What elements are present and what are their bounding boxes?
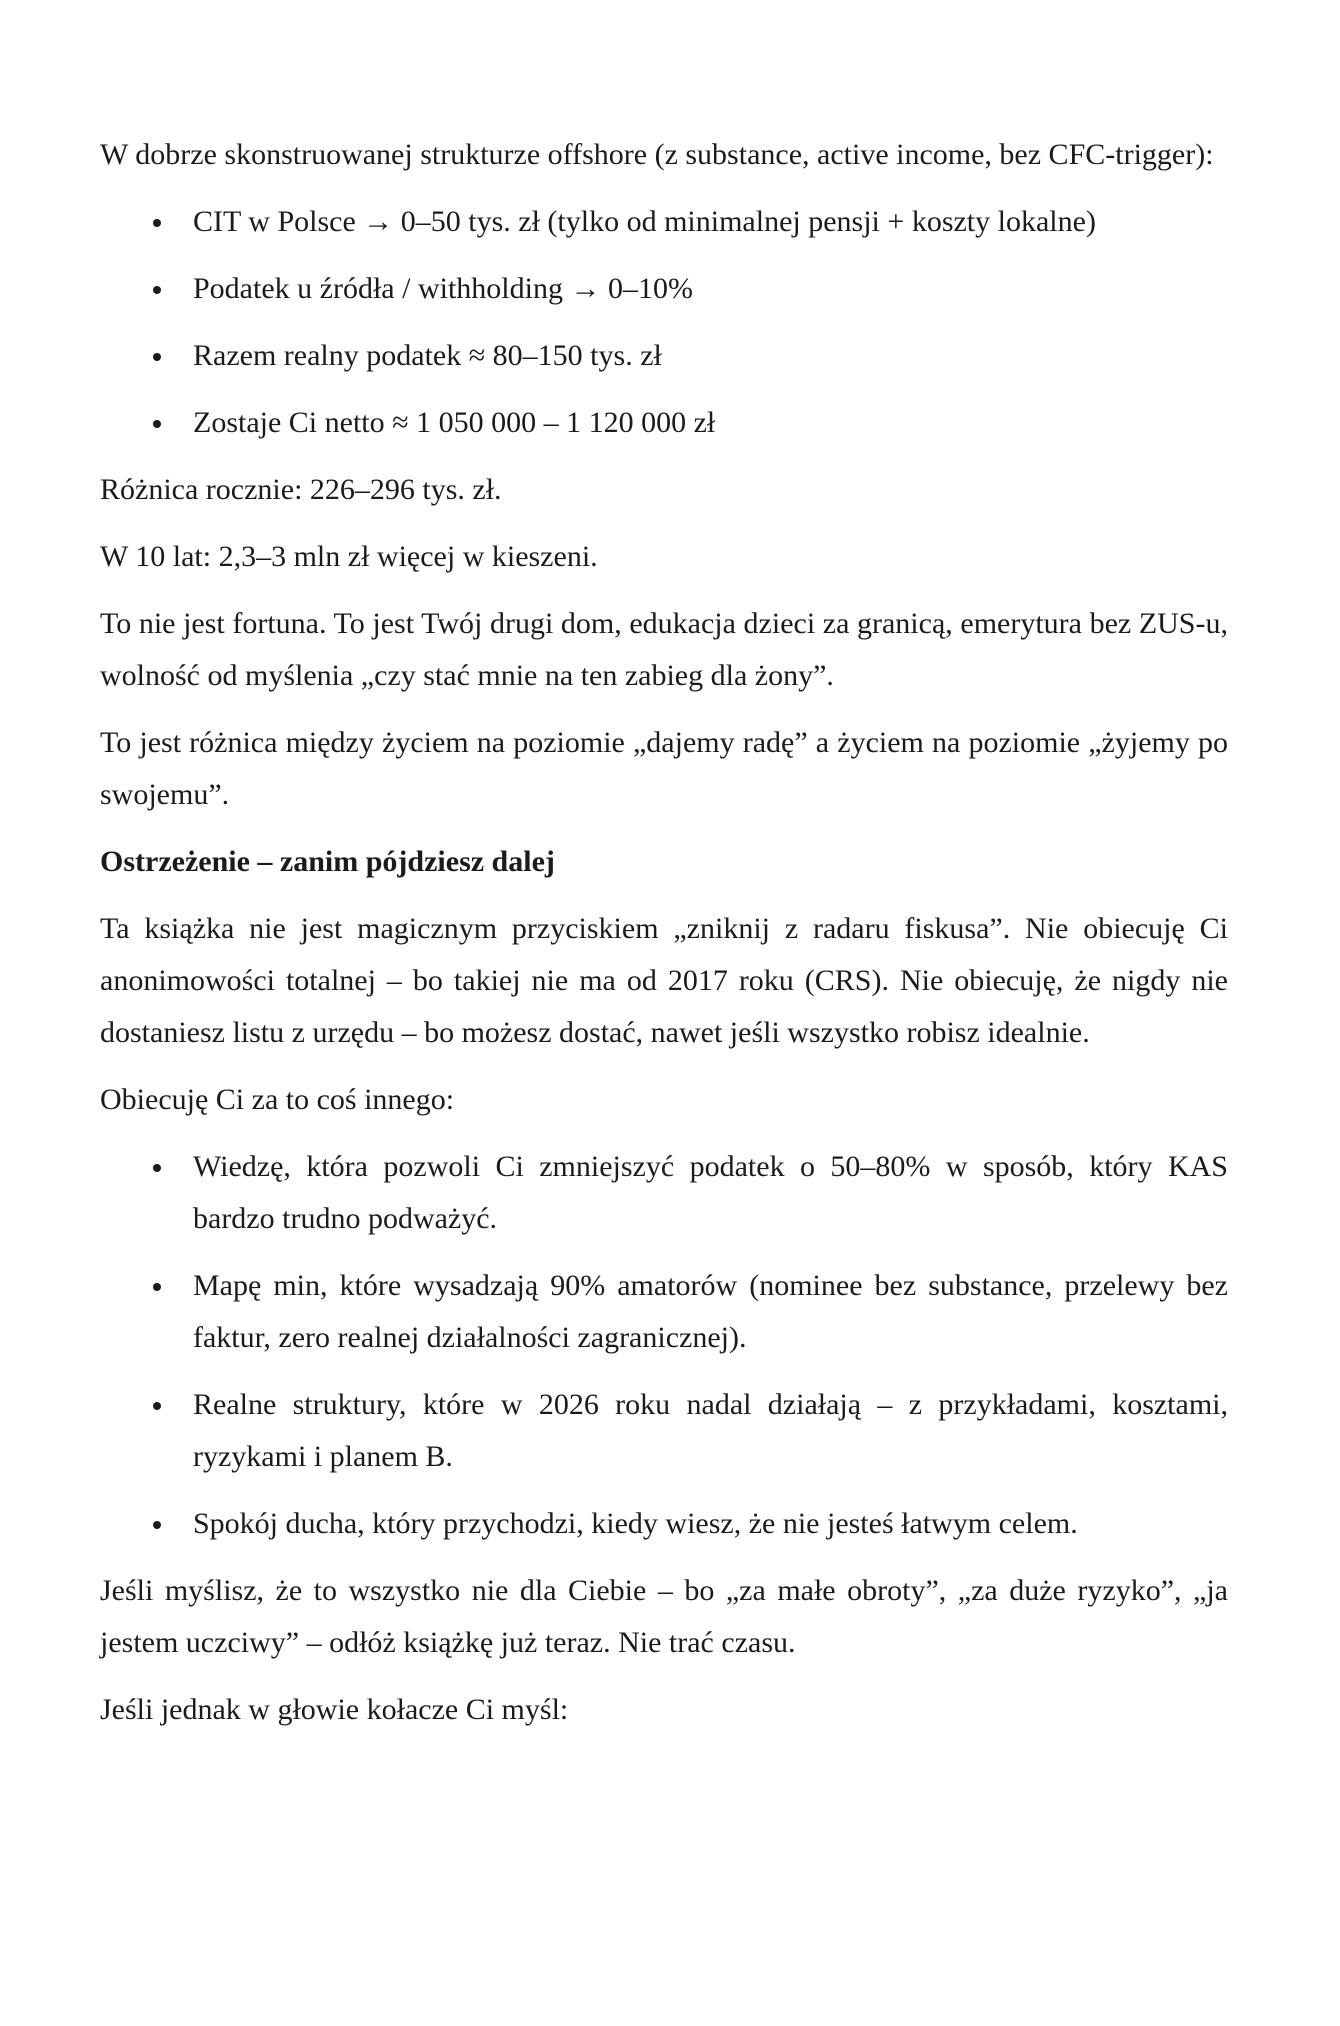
paragraph-not-fortune: To nie jest fortuna. To jest Twój drugi dom, edukacja dzieci za granicą, emerytura bez ZUS-u, wolność od myślenia „czy stać mnie na ten zabieg dla żony”. xyxy=(100,607,1228,692)
list-item-peace-of-mind: Spokój ducha, który przychodzi, kiedy wiesz, że nie jesteś łatwym celem. xyxy=(100,1498,1228,1550)
offshore-tax-list xyxy=(100,196,1228,449)
paragraph-warning-body: Ta książka nie jest magicznym przyciskiem „zniknij z radaru fiskusa”. Nie obiecuję Ci anonimowości totalnej – bo takiej nie ma od 2017 roku (CRS). Nie obiecuję, że nigdy nie dostaniesz listu z urzędu – bo możesz dostać, nawet jeśli wszystko robisz idealnie. xyxy=(100,912,1228,1049)
section-heading-warning: Ostrzeżenie – zanim pójdziesz dalej xyxy=(100,845,555,878)
list-item-netto: Zostaje Ci netto ≈ 1 050 000 – 1 120 000 zł xyxy=(100,397,1228,449)
list-item-total-tax: Razem realny podatek ≈ 80–150 tys. zł xyxy=(100,330,1228,382)
paragraph-promise-intro: Obiecuję Ci za to coś innego: xyxy=(100,1083,455,1116)
list-item-knowledge: Wiedzę, która pozwoli Ci zmniejszyć podatek o 50–80% w sposób, który KAS bardzo trudno podważyć. xyxy=(100,1141,1228,1245)
paragraph-if-thought: Jeśli jednak w głowie kołacze Ci myśl: xyxy=(100,1693,569,1726)
paragraph-yearly-difference: Różnica rocznie: 226–296 tys. zł. xyxy=(100,473,502,506)
paragraph-ten-years: W 10 lat: 2,3–3 mln zł więcej w kieszeni. xyxy=(100,540,598,573)
promise-list xyxy=(100,1141,1228,1550)
paragraph-life-level: To jest różnica między życiem na poziomie „dajemy radę” a życiem na poziomie „żyjemy po swojemu”. xyxy=(100,726,1228,811)
list-item-real-structures: Realne struktury, które w 2026 roku nadal działają – z przykładami, kosztami, ryzykami i planem B. xyxy=(100,1379,1228,1483)
list-item-mines-map: Mapę min, które wysadzają 90% amatorów (nominee bez substance, przelewy bez faktur, zero realnej działalności zagranicznej). xyxy=(100,1260,1228,1364)
list-item-cit: CIT w Polsce → 0–50 tys. zł (tylko od minimalnej pensji + koszty lokalne) xyxy=(100,196,1228,248)
list-item-withholding: Podatek u źródła / withholding → 0–10% xyxy=(100,263,1228,315)
paragraph-offshore-intro: W dobrze skonstruowanej strukturze offshore (z substance, active income, bez CFC-trigger): xyxy=(100,138,1214,171)
paragraph-if-not-for-you: Jeśli myślisz, że to wszystko nie dla Ciebie – bo „za małe obroty”, „za duże ryzyko”, „ja jestem uczciwy” – odłóż książkę już teraz. Nie trać czasu. xyxy=(100,1574,1228,1659)
